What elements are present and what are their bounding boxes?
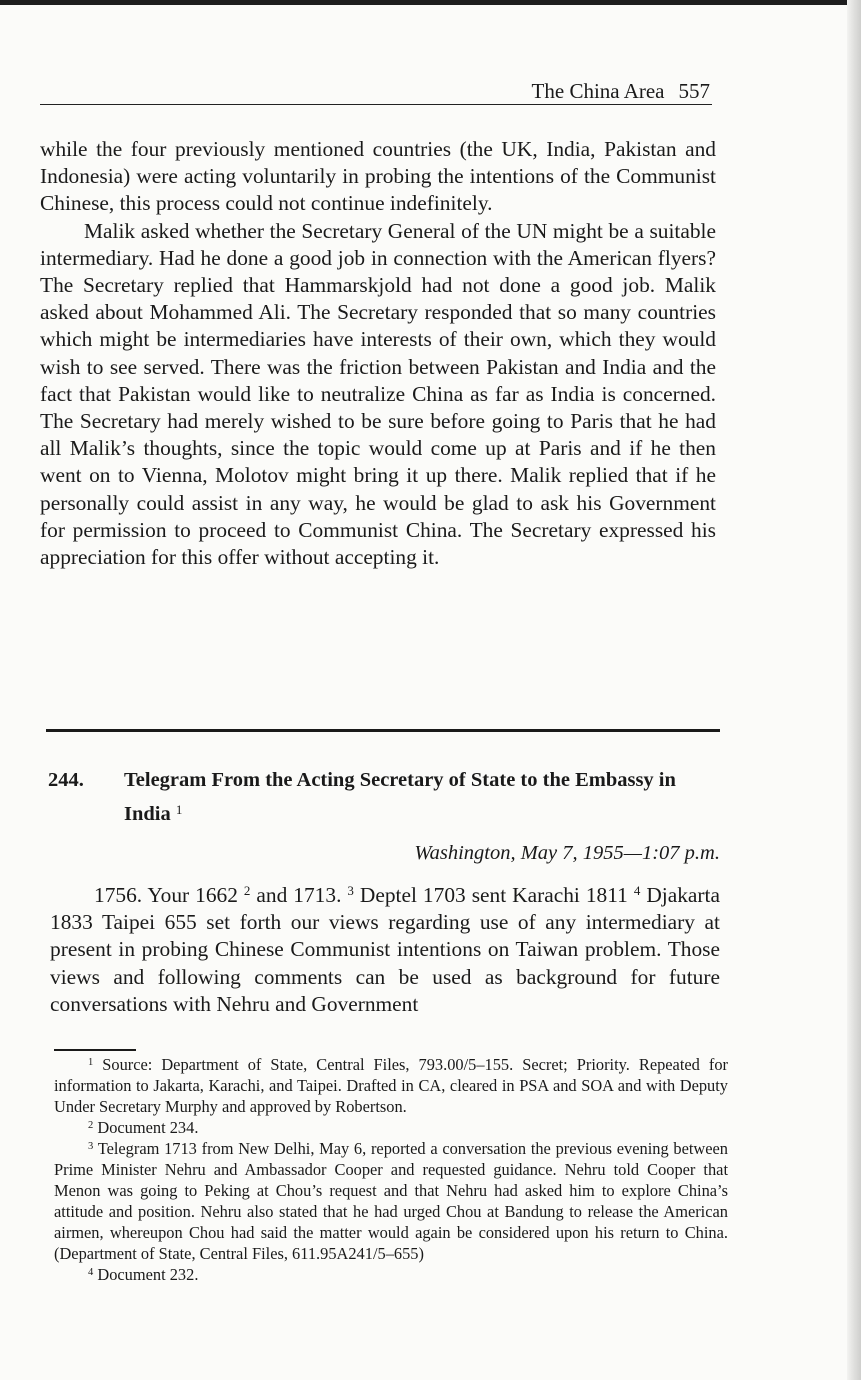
dateline: Washington, May 7, 1955—1:07 p.m. <box>414 842 720 864</box>
footnote-text: Telegram 1713 from New Delhi, May 6, reported a conversation the previous evening between Prime Minister Nehru and Ambassador Cooper and requested guidance. Nehru told Cooper that Menon was going to Peking at Chou’s request and that Nehru had asked him to explore China’s attitude and position. Nehru also stated that he had urged Chou at Bandung to release the American airmen, whereupon Chou had said the matter would again be considered upon his return to China. (Department of State, Central Files, 611.95A241/5–655) <box>54 1139 728 1263</box>
footnote-mark: 4 <box>88 1267 94 1278</box>
footnote-mark: 2 <box>88 1120 94 1131</box>
footnote-ref: 2 <box>243 883 251 898</box>
footnote-text: Document 232. <box>97 1265 199 1284</box>
footnote-text: Document 234. <box>97 1118 199 1137</box>
body-text: Deptel 1703 sent Karachi 1811 <box>353 883 628 907</box>
page-number: 557 <box>678 79 710 103</box>
footnote-divider <box>54 1049 136 1051</box>
body-text: 1756. Your 1662 <box>94 883 238 907</box>
running-head <box>40 78 712 105</box>
paragraph: while the four previously mentioned countries (the UK, India, Pakistan and Indonesia) were acting voluntarily in probing the intentions of the Communist Chinese, this process could not continue indefinitely. <box>40 137 716 216</box>
paragraph: Malik asked whether the Secretary General of the UN might be a suitable intermediary. Had he done a good job in connection with the American flyers? The Secretary replied that Hammarskjold had not done a good job. Malik asked about Mohammed Ali. The Secretary responded that so many countries which might be intermediaries have interests of their own, which they would wish to see served. There was the friction between Pakistan and India and the fact that Pakistan would like to neutralize China as far as India is concerned. The Secretary had merely wished to be sure before going to Paris that he had all Malik’s thoughts, since the topic would come up at Paris and if he then went on to Vienna, Molotov might bring it up there. Malik replied that if he personally could assist in any way, he would be glad to ask his Government for permission to proceed to Communist China. The Secretary expressed his appreciation for this offer without accepting it. <box>40 218 716 570</box>
document-title: Telegram From the Acting Secretary of State to the Embassy in India <box>124 769 676 825</box>
footnote-mark: 3 <box>88 1141 94 1152</box>
document-number: 244. <box>48 769 84 791</box>
paragraph <box>50 882 720 1018</box>
section-divider <box>46 729 720 732</box>
footnote-ref: 1 <box>175 802 183 817</box>
continued-text <box>40 136 716 571</box>
footnote-mark: 1 <box>88 1057 94 1068</box>
footnote <box>54 1117 728 1138</box>
footnotes <box>54 1054 728 1285</box>
body-text: Djakarta 1833 Taipei 655 set forth our views regarding use of any intermediary at present in probing Chinese Communist intentions on Taiwan problem. Those views and following comments can be used as background for future conversations with Nehru and Government <box>50 883 720 1016</box>
running-head-title: The China Area <box>531 79 665 103</box>
footnote-text: Source: Department of State, Central Files, 793.00/5–155. Secret; Priority. Repeated for information to Jakarta, Karachi, and Taipei. Drafted in CA, cleared in PSA and SOA and with Deputy Under Secretary Murphy and approved by Robertson. <box>54 1055 728 1116</box>
footnote <box>54 1138 728 1264</box>
book-page <box>40 0 728 1380</box>
document-body <box>50 882 720 1018</box>
footnote <box>54 1054 728 1117</box>
scan-right-edge <box>847 0 861 1380</box>
document-title-wrap <box>124 765 684 829</box>
footnote-ref: 3 <box>347 883 354 898</box>
body-text: and 1713. <box>250 883 342 907</box>
footnote <box>54 1264 728 1285</box>
footnote-ref: 4 <box>633 883 641 898</box>
